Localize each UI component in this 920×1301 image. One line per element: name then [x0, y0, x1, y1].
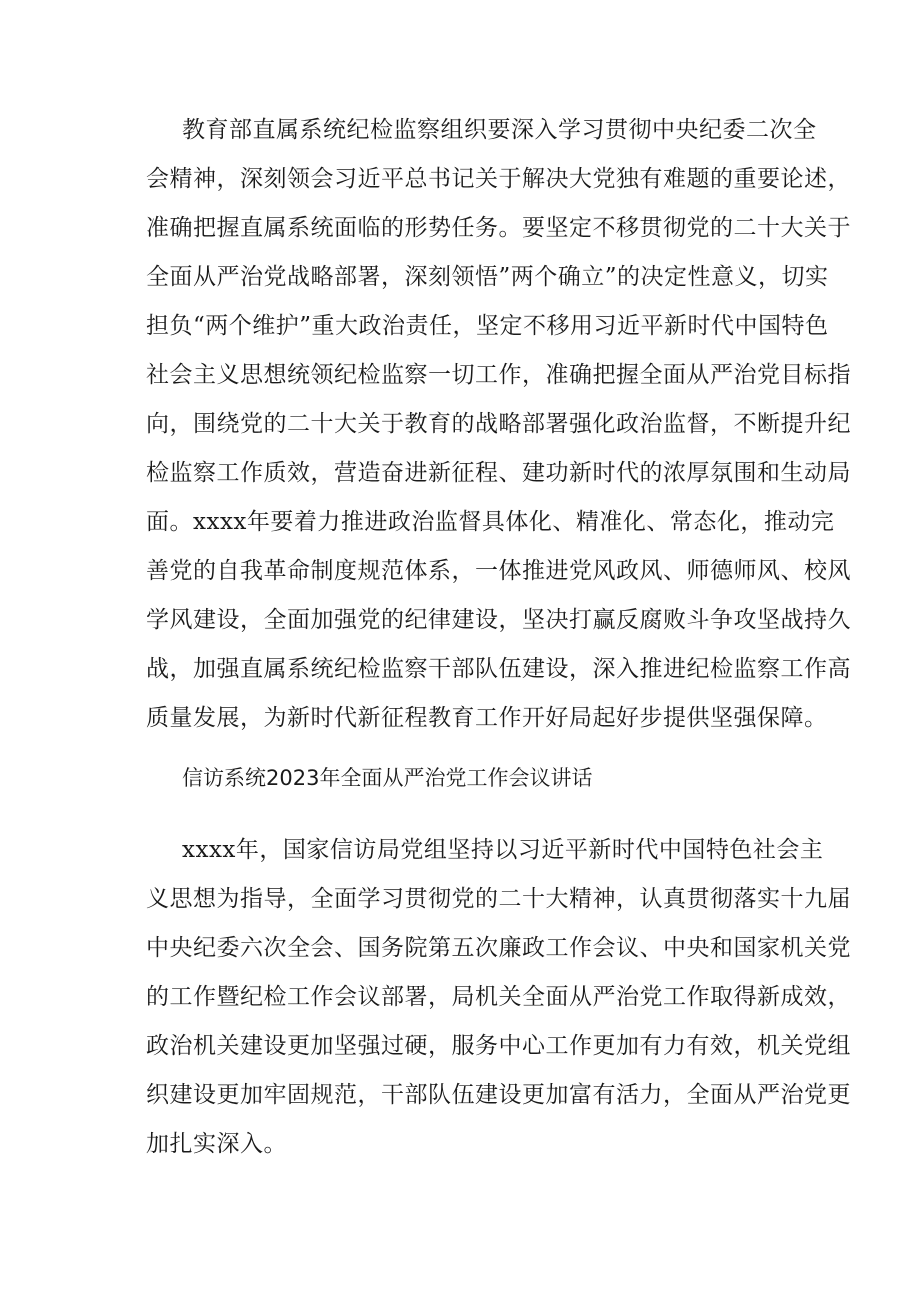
paragraph-line: 加扎实深入。 [146, 1131, 287, 1157]
paragraph-line: 战，加强直属系统纪检监察干部队伍建设，深入推进纪检监察工作高 [146, 656, 851, 682]
paragraph-line: xxxx年，国家信访局党组坚持以习近平新时代中国特色社会主 [182, 837, 824, 863]
paragraph-line: 担负“两个维护”重大政治责任，坚定不移用习近平新时代中国特色 [146, 313, 829, 339]
paragraph-line: 面。xxxx年要着力推进政治监督具体化、精准化、常态化，推动完 [146, 509, 835, 535]
paragraph-line: 的工作暨纪检工作会议部署，局机关全面从严治党工作取得新成效， [146, 984, 851, 1010]
paragraph-line: 学风建设，全面加强党的纪律建设，坚决打赢反腐败斗争攻坚战持久 [146, 607, 851, 633]
paragraph-line: 检监察工作质效，营造奋进新征程、建功新时代的浓厚氛围和生动局 [146, 460, 851, 486]
paragraph-line: 质量发展，为新时代新征程教育工作开好局起好步提供坚强保障。 [146, 705, 828, 731]
paragraph-line: 织建设更加牢固规范，干部队伍建设更加富有活力，全面从严治党更 [146, 1082, 851, 1108]
paragraph-line: 政治机关建设更加坚强过硬，服务中心工作更加有力有效，机关党组 [146, 1033, 851, 1059]
paragraph-line: 向，围绕党的二十大关于教育的战略部署强化政治监督，不断提升纪 [146, 411, 851, 437]
paragraph-line: 善党的自我革命制度规范体系，一体推进党风政风、师德师风、校风 [146, 558, 851, 584]
paragraph-line: 义思想为指导，全面学习贯彻党的二十大精神，认真贯彻落实十九届 [146, 886, 851, 912]
paragraph-line: 准确把握直属系统面临的形势任务。要坚定不移贯彻党的二十大关于 [146, 215, 851, 241]
paragraph-line: 中央纪委六次全会、国务院第五次廉政工作会议、中央和国家机关党 [146, 935, 851, 961]
paragraph-line: 社会主义思想统领纪检监察一切工作，准确把握全面从严治党目标指 [146, 362, 851, 388]
paragraph-line: 全面从严治党战略部署，深刻领悟”两个确立”的决定性意义，切实 [146, 264, 829, 290]
paragraph-line: 会精神，深刻领会习近平总书记关于解决大党独有难题的重要论述， [146, 166, 851, 192]
paragraph-line: 教育部直属系统纪检监察组织要深入学习贯彻中央纪委二次全 [182, 117, 817, 143]
section-heading: 信访系统2023年全面从严治党工作会议讲话 [182, 766, 593, 790]
